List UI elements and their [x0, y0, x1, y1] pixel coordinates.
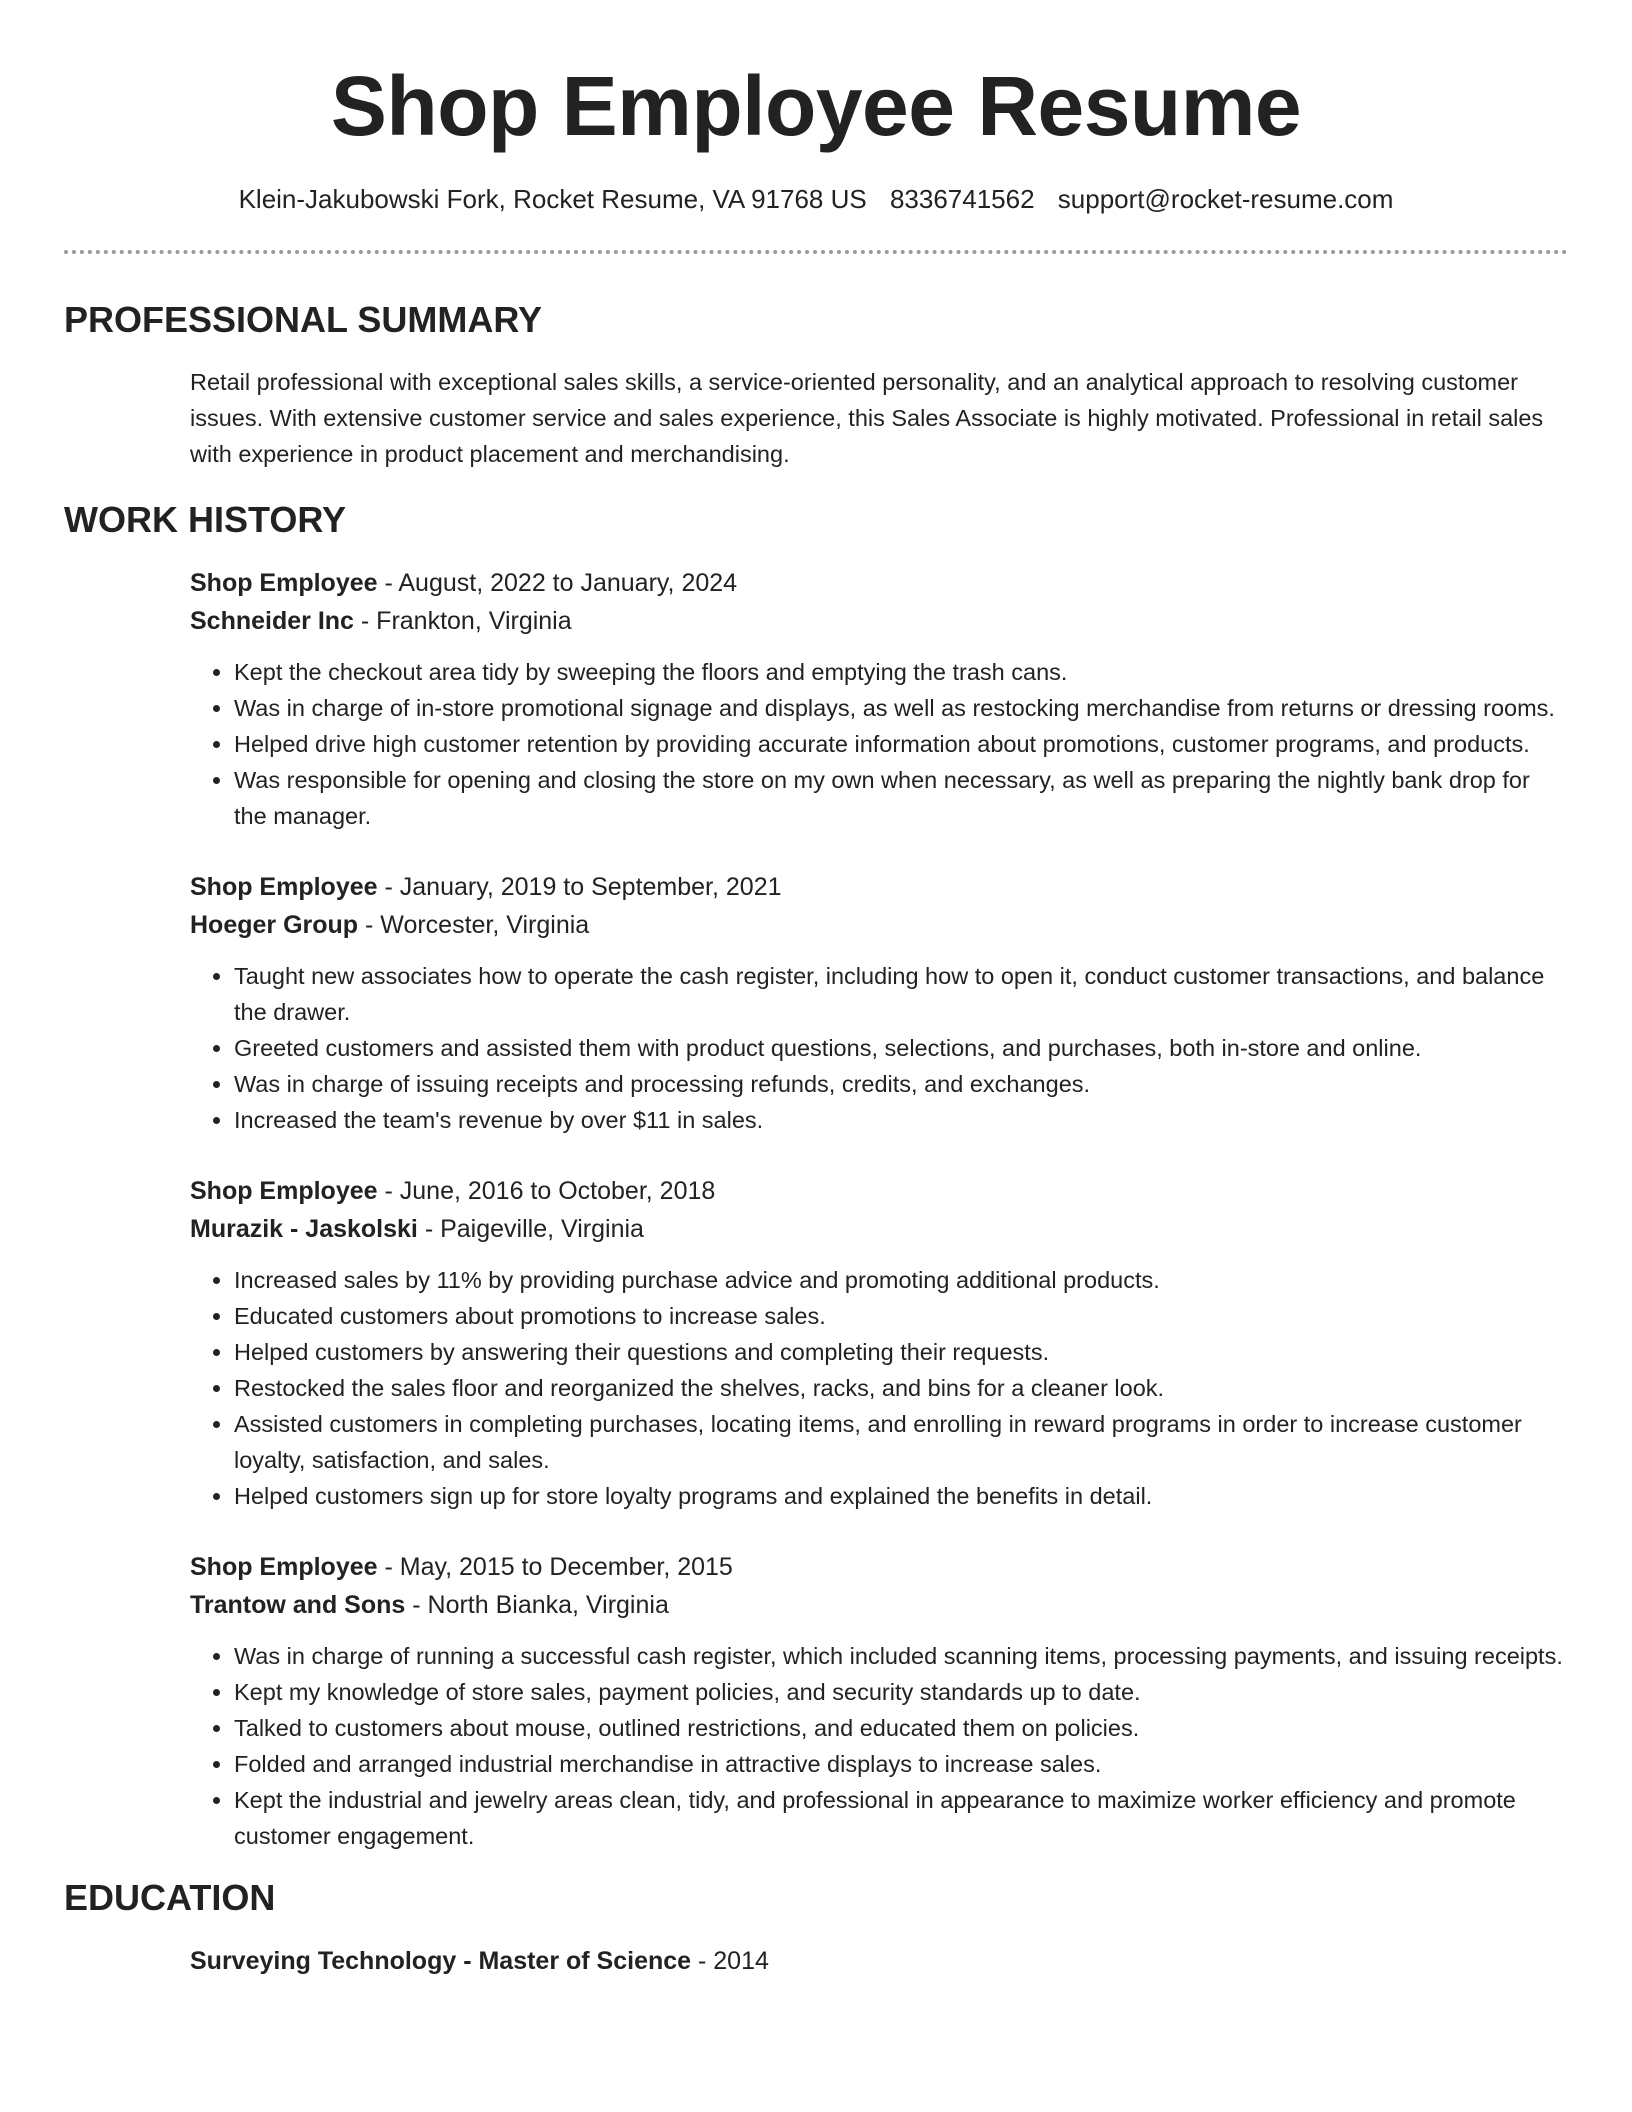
- list-item: • Helped customers sign up for store loyalty programs and explained the benefits in detail.: [234, 1478, 1568, 1514]
- job-company: Murazik - Jaskolski: [190, 1215, 418, 1243]
- job-bullets: [190, 654, 1568, 834]
- job-role: Shop Employee: [190, 873, 378, 901]
- contact-phone: 8336741562: [889, 184, 1035, 214]
- contact-address: Klein-Jakubowski Fork, Rocket Resume, VA 91768 US: [238, 184, 867, 214]
- job-role-line: [190, 1548, 1568, 1586]
- resume-title: Shop Employee Resume: [330, 59, 1302, 153]
- job-role-line: [190, 564, 1568, 602]
- list-item: • Was in charge of running a successful cash register, which included scanning items, processing payments, and issuing receipts.: [234, 1638, 1568, 1674]
- contact-line: [64, 182, 1568, 216]
- education-year: - 2014: [691, 1947, 769, 1975]
- job-dates: - June, 2016 to October, 2018: [377, 1177, 716, 1205]
- list-item: • Kept the checkout area tidy by sweeping the floors and emptying the trash cans.: [234, 654, 1568, 690]
- job-company: Hoeger Group: [190, 911, 359, 939]
- job-role-line: [190, 1172, 1568, 1210]
- work-history-section: [64, 498, 1568, 1854]
- job-bullets: [190, 958, 1568, 1138]
- list-item: • Folded and arranged industrial merchandise in attractive displays to increase sales.: [234, 1746, 1568, 1782]
- job-role: Shop Employee: [190, 569, 378, 597]
- list-item: • Taught new associates how to operate the cash register, including how to open it, conduct customer transactions, and balance the drawer.: [234, 958, 1568, 1030]
- job-company: Trantow and Sons: [190, 1591, 406, 1619]
- job-dates: - May, 2015 to December, 2015: [377, 1553, 733, 1581]
- resume-header: [64, 0, 1568, 216]
- list-item: • Was responsible for opening and closing the store on my own when necessary, as well as preparing the nightly bank drop for the manager.: [234, 762, 1568, 834]
- section-title-education: EDUCATION: [64, 1877, 276, 1918]
- education-degree: Surveying Technology - Master of Science: [190, 1947, 692, 1975]
- job-location: - Paigeville, Virginia: [417, 1215, 644, 1243]
- job-company-line: [190, 1210, 1568, 1248]
- job-role-line: [190, 868, 1568, 906]
- section-title-summary: PROFESSIONAL SUMMARY: [64, 299, 543, 340]
- job-company-line: [190, 602, 1568, 640]
- job-company: Schneider Inc: [190, 607, 354, 635]
- list-item: • Talked to customers about mouse, outlined restrictions, and educated them on policies.: [234, 1710, 1568, 1746]
- job-location: - Frankton, Virginia: [353, 607, 572, 635]
- summary-text: Retail professional with exceptional sales skills, a service-oriented personality, and an analytical approach to resolving customer issues. With extensive customer service and sales experience, this Sales Associate is highly motivated. Professional in retail sales with experience in product placement and merchandising.: [190, 369, 1544, 467]
- education-section: [64, 1876, 1568, 1980]
- list-item: • Educated customers about promotions to increase sales.: [234, 1298, 1568, 1334]
- header-divider: [64, 250, 1568, 254]
- list-item: • Increased sales by 11% by providing purchase advice and promoting additional products.: [234, 1262, 1568, 1298]
- job-bullets: [190, 1638, 1568, 1854]
- list-item: • Kept my knowledge of store sales, payment policies, and security standards up to date.: [234, 1674, 1568, 1710]
- section-title-work: WORK HISTORY: [64, 499, 347, 540]
- job-dates: - August, 2022 to January, 2024: [377, 569, 738, 597]
- job-entry: [190, 868, 1568, 1138]
- list-item: • Kept the industrial and jewelry areas clean, tidy, and professional in appearance to maximize worker efficiency and promote customer engagement.: [234, 1782, 1568, 1854]
- list-item: • Assisted customers in completing purchases, locating items, and enrolling in reward programs in order to increase customer loyalty, satisfaction, and sales.: [234, 1406, 1568, 1478]
- list-item: • Was in charge of in-store promotional signage and displays, as well as restocking merchandise from returns or dressing rooms.: [234, 690, 1568, 726]
- job-location: - Worcester, Virginia: [358, 911, 590, 939]
- job-entry: [190, 1172, 1568, 1514]
- list-item: • Greeted customers and assisted them with product questions, selections, and purchases, both in-store and online.: [234, 1030, 1568, 1066]
- job-entry: [190, 1548, 1568, 1854]
- list-item: • Restocked the sales floor and reorganized the shelves, racks, and bins for a cleaner look.: [234, 1370, 1568, 1406]
- job-location: - North Bianka, Virginia: [405, 1591, 669, 1619]
- list-item: • Increased the team's revenue by over $11 in sales.: [234, 1102, 1568, 1138]
- job-company-line: [190, 906, 1568, 944]
- job-company-line: [190, 1586, 1568, 1624]
- job-bullets: [190, 1262, 1568, 1514]
- job-role: Shop Employee: [190, 1177, 378, 1205]
- list-item: • Helped drive high customer retention by providing accurate information about promotions, customer programs, and products.: [234, 726, 1568, 762]
- professional-summary-section: [64, 298, 1568, 472]
- job-dates: - January, 2019 to September, 2021: [377, 873, 782, 901]
- contact-email: support@rocket-resume.com: [1057, 184, 1394, 214]
- list-item: • Helped customers by answering their questions and completing their requests.: [234, 1334, 1568, 1370]
- job-entry: [190, 564, 1568, 834]
- job-role: Shop Employee: [190, 1553, 378, 1581]
- list-item: • Was in charge of issuing receipts and processing refunds, credits, and exchanges.: [234, 1066, 1568, 1102]
- education-entry: [190, 1942, 1568, 1980]
